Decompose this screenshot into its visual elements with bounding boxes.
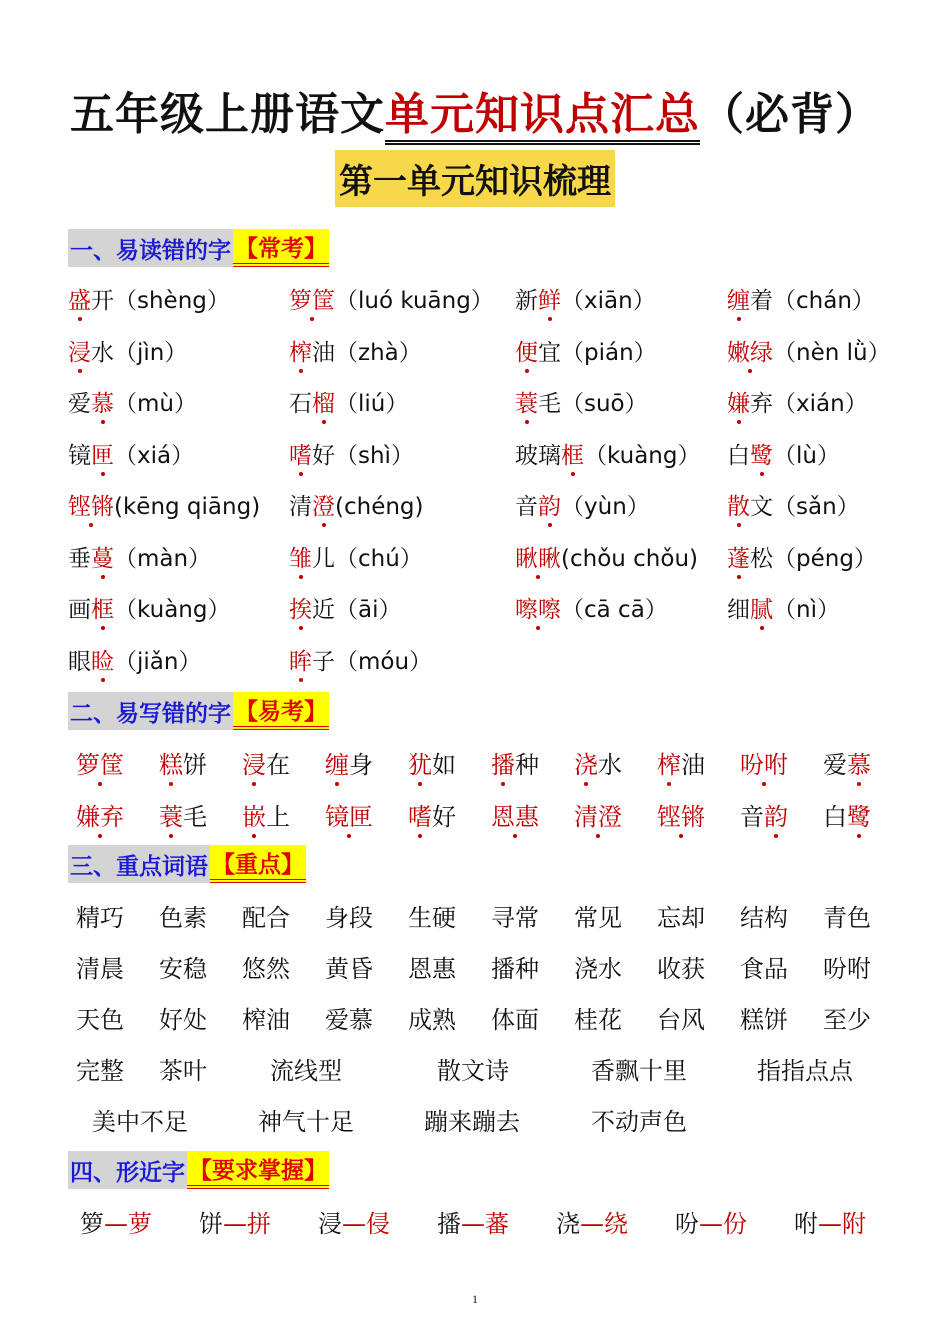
plain-char: 爱 xyxy=(823,751,847,779)
highlight-char: 铿锵 xyxy=(68,488,114,521)
section-tag: 【要求掌握】 xyxy=(187,1151,329,1189)
document-title xyxy=(0,78,950,142)
pinyin: （nì） xyxy=(773,597,840,623)
pinyin: （chán） xyxy=(773,288,875,314)
highlight-char: 蔓 xyxy=(91,540,114,573)
reading-item xyxy=(289,643,432,676)
plain-char: 爱 xyxy=(68,391,91,417)
plain-char: 细 xyxy=(727,597,750,623)
reading-row xyxy=(0,488,950,528)
dash: — xyxy=(104,1210,128,1238)
keyword: 爱慕 xyxy=(325,1006,373,1034)
keyword: 恩惠 xyxy=(408,955,456,983)
reading-item xyxy=(68,437,194,470)
base-char: 饼 xyxy=(199,1210,223,1238)
similar-char-pair xyxy=(675,1204,747,1239)
keyword: 配合 xyxy=(242,904,290,932)
highlight-char: 蓑 xyxy=(159,797,183,832)
plain-char: 水 xyxy=(91,339,114,366)
highlight-char: 鲜 xyxy=(538,282,561,315)
plain-char: 垂 xyxy=(68,545,91,572)
highlight-char: 吩咐 xyxy=(740,745,788,780)
highlight-char: 雏 xyxy=(289,540,312,573)
reading-item xyxy=(515,282,656,315)
keyword: 流线型 xyxy=(270,1057,342,1085)
keyword: 悠然 xyxy=(242,955,290,983)
keyword: 收获 xyxy=(657,955,705,983)
highlight-char: 嫌弃 xyxy=(76,797,124,832)
base-char: 咐 xyxy=(794,1210,818,1238)
highlight-char: 榨 xyxy=(289,334,312,367)
highlight-char: 榴 xyxy=(312,385,335,418)
reading-row xyxy=(0,437,950,477)
plain-char: 上 xyxy=(266,803,290,831)
reading-item xyxy=(727,437,840,470)
reading-item xyxy=(515,334,657,367)
pinyin: （nèn lǜ） xyxy=(773,339,891,366)
highlight-char: 箩筐 xyxy=(76,745,124,780)
pinyin: （màn） xyxy=(114,545,212,572)
reading-item xyxy=(289,437,414,470)
plain-char: 种 xyxy=(515,751,539,779)
plain-char: 饼 xyxy=(183,751,207,779)
reading-item xyxy=(727,488,860,521)
plain-char: 在 xyxy=(266,751,290,779)
plain-char: 眼 xyxy=(68,648,91,675)
similar-char-pair xyxy=(556,1204,628,1239)
keyword: 香飘十里 xyxy=(591,1057,687,1085)
plain-char: 弃 xyxy=(750,391,773,417)
highlight-char: 框 xyxy=(561,437,584,470)
miswrite-item xyxy=(740,745,788,780)
similar-char-pair xyxy=(199,1204,271,1239)
plain-char: 近 xyxy=(312,597,335,623)
keyword: 色素 xyxy=(159,904,207,932)
highlight-char: 播 xyxy=(491,745,515,780)
reading-row xyxy=(0,334,950,374)
pinyin: (chǒu chǒu) xyxy=(561,545,699,572)
highlight-char: 慕 xyxy=(91,385,114,418)
pinyin: （sǎn） xyxy=(773,494,860,520)
similar-char-pair xyxy=(794,1204,866,1239)
section-tag: 【重点】 xyxy=(210,845,306,883)
keyword: 寻常 xyxy=(491,904,539,932)
keyword: 糕饼 xyxy=(740,1006,788,1034)
base-char: 吩 xyxy=(675,1210,699,1238)
keyword: 台风 xyxy=(657,1006,705,1034)
plain-char: 如 xyxy=(432,751,456,779)
keyword: 至少 xyxy=(823,1006,871,1034)
plain-char: 毛 xyxy=(183,803,207,831)
section-label: 三、重点词语 xyxy=(68,845,210,883)
highlight-char: 榨 xyxy=(657,745,681,780)
dash: — xyxy=(580,1210,604,1238)
highlight-char: 缠 xyxy=(727,282,750,315)
section-tag: 【常考】 xyxy=(233,229,329,267)
reading-item xyxy=(289,488,424,521)
dash: — xyxy=(699,1210,723,1238)
title-part-mustmemorize: （必背） xyxy=(700,89,880,140)
miswrite-item xyxy=(408,745,456,780)
similar-char: 萝 xyxy=(128,1210,152,1238)
miswrite-item xyxy=(159,745,207,780)
keyword: 浇水 xyxy=(574,955,622,983)
pinyin: （kuàng） xyxy=(584,442,701,469)
plain-char: 好 xyxy=(312,442,335,469)
pinyin: （péng） xyxy=(773,545,877,572)
reading-item xyxy=(289,334,422,367)
similar-char-pair xyxy=(80,1204,152,1239)
highlight-char: 腻 xyxy=(750,591,773,624)
plain-char: 画 xyxy=(68,597,91,623)
pinyin: （cā cā） xyxy=(561,597,668,623)
reading-row xyxy=(0,540,950,580)
reading-item xyxy=(68,540,211,573)
plain-char: 身 xyxy=(349,751,373,779)
reading-row xyxy=(0,385,950,425)
reading-item xyxy=(727,334,891,367)
reading-item xyxy=(515,540,698,573)
plain-char: 文 xyxy=(750,494,773,520)
highlight-char: 浸 xyxy=(68,334,91,367)
dash: — xyxy=(223,1210,247,1238)
pinyin: （chú） xyxy=(335,545,423,572)
section-tag: 【易考】 xyxy=(233,692,329,730)
highlight-char: 睑 xyxy=(91,643,114,676)
miswrite-item xyxy=(408,797,456,832)
highlight-char: 慕 xyxy=(847,745,871,780)
base-char: 箩 xyxy=(80,1210,104,1238)
miswrite-item xyxy=(823,797,871,832)
unit-title: 第一单元知识梳理 xyxy=(335,150,615,207)
highlight-char: 眸 xyxy=(289,643,312,676)
base-char: 浇 xyxy=(556,1210,580,1238)
keyword: 神气十足 xyxy=(258,1108,354,1136)
title-part-grade: 五年级上册语文 xyxy=(70,89,385,140)
pinyin: （āi） xyxy=(335,597,402,623)
unit-heading xyxy=(0,150,950,207)
highlight-char: 框 xyxy=(91,591,114,624)
keyword: 不动声色 xyxy=(591,1108,687,1136)
miswrite-item xyxy=(325,745,373,780)
dash: — xyxy=(818,1210,842,1238)
pinyin: （móu） xyxy=(335,648,433,675)
keyword: 指指点点 xyxy=(757,1057,853,1085)
highlight-char: 匣 xyxy=(91,437,114,470)
highlight-char: 浇 xyxy=(574,745,598,780)
reading-row xyxy=(0,643,950,683)
keyword: 青色 xyxy=(823,904,871,932)
pinyin: （jìn） xyxy=(114,339,188,366)
keyword: 结构 xyxy=(740,904,788,932)
keyword: 成熟 xyxy=(408,1006,456,1034)
reading-item xyxy=(727,540,877,573)
plain-char: 油 xyxy=(312,339,335,366)
keyword: 吩咐 xyxy=(823,955,871,983)
reading-item xyxy=(68,334,187,367)
highlight-char: 嫌 xyxy=(727,385,750,418)
keyword: 桂花 xyxy=(574,1006,622,1034)
section-header-miswrite xyxy=(68,692,329,730)
plain-char: 儿 xyxy=(312,545,335,572)
keyword: 美中不足 xyxy=(92,1108,188,1136)
plain-char: 音 xyxy=(515,494,538,520)
similar-char: 侵 xyxy=(366,1210,390,1238)
reading-item xyxy=(727,282,875,315)
plain-char: 玻璃 xyxy=(515,442,561,469)
section-label: 二、易写错的字 xyxy=(68,692,233,730)
highlight-char: 盛 xyxy=(68,282,91,315)
highlight-char: 挨 xyxy=(289,591,312,624)
miswrite-row xyxy=(0,745,950,785)
highlight-char: 镜匣 xyxy=(325,797,373,832)
pinyin: (chéng) xyxy=(335,494,424,520)
plain-char: 开 xyxy=(91,288,114,314)
highlight-char: 犹 xyxy=(408,745,432,780)
plain-char: 宜 xyxy=(538,339,561,366)
reading-item xyxy=(289,540,423,573)
reading-item xyxy=(289,385,408,418)
plain-char: 水 xyxy=(598,751,622,779)
highlight-char: 瞅瞅 xyxy=(515,540,561,573)
highlight-char: 嗜 xyxy=(408,797,432,832)
pinyin: （shèng） xyxy=(114,288,230,314)
keyword: 安稳 xyxy=(159,955,207,983)
plain-char: 镜 xyxy=(68,442,91,469)
highlight-char: 箩筐 xyxy=(289,282,335,315)
miswrite-item xyxy=(491,797,539,832)
keyword: 榨油 xyxy=(242,1006,290,1034)
pinyin: （xiá） xyxy=(114,442,195,469)
highlight-char: 嚓嚓 xyxy=(515,591,561,624)
keyword: 散文诗 xyxy=(437,1057,509,1085)
highlight-char: 蓑 xyxy=(515,385,538,418)
plain-char: 清 xyxy=(289,494,312,520)
section-header-similar xyxy=(68,1151,329,1189)
miswrite-item xyxy=(159,797,207,832)
highlight-char: 韵 xyxy=(764,797,788,832)
miswrite-item xyxy=(740,797,788,832)
pinyin: （luó kuāng） xyxy=(335,288,494,314)
reading-item xyxy=(515,488,650,521)
dash: — xyxy=(342,1210,366,1238)
keyword: 生硬 xyxy=(408,904,456,932)
page-number: 1 xyxy=(472,1292,478,1306)
miswrite-item xyxy=(76,745,124,780)
similar-char: 蕃 xyxy=(485,1210,509,1238)
section-label: 一、易读错的字 xyxy=(68,229,233,267)
similar-char: 绕 xyxy=(604,1210,628,1238)
highlight-char: 韵 xyxy=(538,488,561,521)
highlight-char: 浸 xyxy=(242,745,266,780)
pinyin: （lù） xyxy=(773,442,840,469)
keyword: 好处 xyxy=(159,1006,207,1034)
reading-item xyxy=(727,385,868,418)
reading-item xyxy=(68,643,201,676)
miswrite-row xyxy=(0,797,950,837)
keyword: 天色 xyxy=(76,1006,124,1034)
plain-char: 松 xyxy=(750,545,773,572)
pinyin: （mù） xyxy=(114,391,197,417)
highlight-char: 澄 xyxy=(312,488,335,521)
highlight-char: 嫩绿 xyxy=(727,334,773,367)
keyword: 蹦来蹦去 xyxy=(424,1108,520,1136)
similar-char: 份 xyxy=(723,1210,747,1238)
keyword: 忘却 xyxy=(657,904,705,932)
highlight-char: 嵌 xyxy=(242,797,266,832)
miswrite-item xyxy=(574,745,622,780)
pinyin: （kuàng） xyxy=(114,597,231,623)
reading-item xyxy=(727,591,840,624)
miswrite-item xyxy=(76,797,124,832)
miswrite-item xyxy=(574,797,622,832)
section-header-keywords xyxy=(68,845,306,883)
miswrite-item xyxy=(242,797,290,832)
plain-char: 子 xyxy=(312,648,335,675)
highlight-char: 蓬 xyxy=(727,540,750,573)
title-part-summary: 单元知识点汇总 xyxy=(385,89,700,145)
pinyin: （jiǎn） xyxy=(114,648,202,675)
plain-char: 白 xyxy=(823,803,847,831)
keyword: 茶叶 xyxy=(159,1057,207,1085)
highlight-char: 鹭 xyxy=(750,437,773,470)
plain-char: 音 xyxy=(740,803,764,831)
similar-char-pair xyxy=(437,1204,509,1239)
keyword: 播种 xyxy=(491,955,539,983)
plain-char: 着 xyxy=(750,288,773,314)
keyword: 体面 xyxy=(491,1006,539,1034)
pinyin: （zhà） xyxy=(335,339,422,366)
reading-item xyxy=(68,591,230,624)
miswrite-item xyxy=(491,745,539,780)
plain-char: 毛 xyxy=(538,391,561,417)
highlight-char: 散 xyxy=(727,488,750,521)
highlight-char: 缠 xyxy=(325,745,349,780)
miswrite-item xyxy=(657,797,705,832)
highlight-char: 鹭 xyxy=(847,797,871,832)
pinyin: （pián） xyxy=(561,339,657,366)
keyword: 常见 xyxy=(574,904,622,932)
highlight-char: 恩惠 xyxy=(491,797,539,832)
similar-char: 附 xyxy=(842,1210,866,1238)
highlight-char: 清澄 xyxy=(574,797,622,832)
pinyin: （yùn） xyxy=(561,494,650,520)
miswrite-item xyxy=(325,797,373,832)
miswrite-item xyxy=(823,745,871,780)
dash: — xyxy=(461,1210,485,1238)
reading-item xyxy=(68,488,260,521)
keyword: 精巧 xyxy=(76,904,124,932)
pinyin: （liú） xyxy=(335,391,409,417)
plain-char: 好 xyxy=(432,803,456,831)
pinyin: （shì） xyxy=(335,442,414,469)
similar-char: 拼 xyxy=(247,1210,271,1238)
highlight-char: 铿锵 xyxy=(657,797,705,832)
section-label: 四、形近字 xyxy=(68,1151,187,1189)
plain-char: 石 xyxy=(289,391,312,417)
reading-item xyxy=(515,385,648,418)
base-char: 播 xyxy=(437,1210,461,1238)
pinyin: (kēng qiāng) xyxy=(114,494,261,520)
section-header-misread xyxy=(68,229,329,267)
highlight-char: 嗜 xyxy=(289,437,312,470)
plain-char: 油 xyxy=(681,751,705,779)
keyword: 食品 xyxy=(740,955,788,983)
similar-char-pair xyxy=(318,1204,390,1239)
pinyin: （suō） xyxy=(561,391,648,417)
reading-item xyxy=(515,437,700,470)
highlight-char: 糕 xyxy=(159,745,183,780)
keyword: 清晨 xyxy=(76,955,124,983)
miswrite-item xyxy=(242,745,290,780)
reading-row xyxy=(0,282,950,322)
plain-char: 新 xyxy=(515,288,538,314)
reading-row xyxy=(0,591,950,631)
plain-char: 白 xyxy=(727,442,750,469)
reading-item xyxy=(289,591,401,624)
reading-item xyxy=(515,591,668,624)
pinyin: （xiān） xyxy=(561,288,656,314)
miswrite-item xyxy=(657,745,705,780)
base-char: 浸 xyxy=(318,1210,342,1238)
reading-item xyxy=(68,282,230,315)
reading-item xyxy=(68,385,197,418)
keyword: 黄昏 xyxy=(325,955,373,983)
reading-item xyxy=(289,282,494,315)
pinyin: （xián） xyxy=(773,391,868,417)
highlight-char: 便 xyxy=(515,334,538,367)
keyword: 身段 xyxy=(325,904,373,932)
keyword: 完整 xyxy=(76,1057,124,1085)
